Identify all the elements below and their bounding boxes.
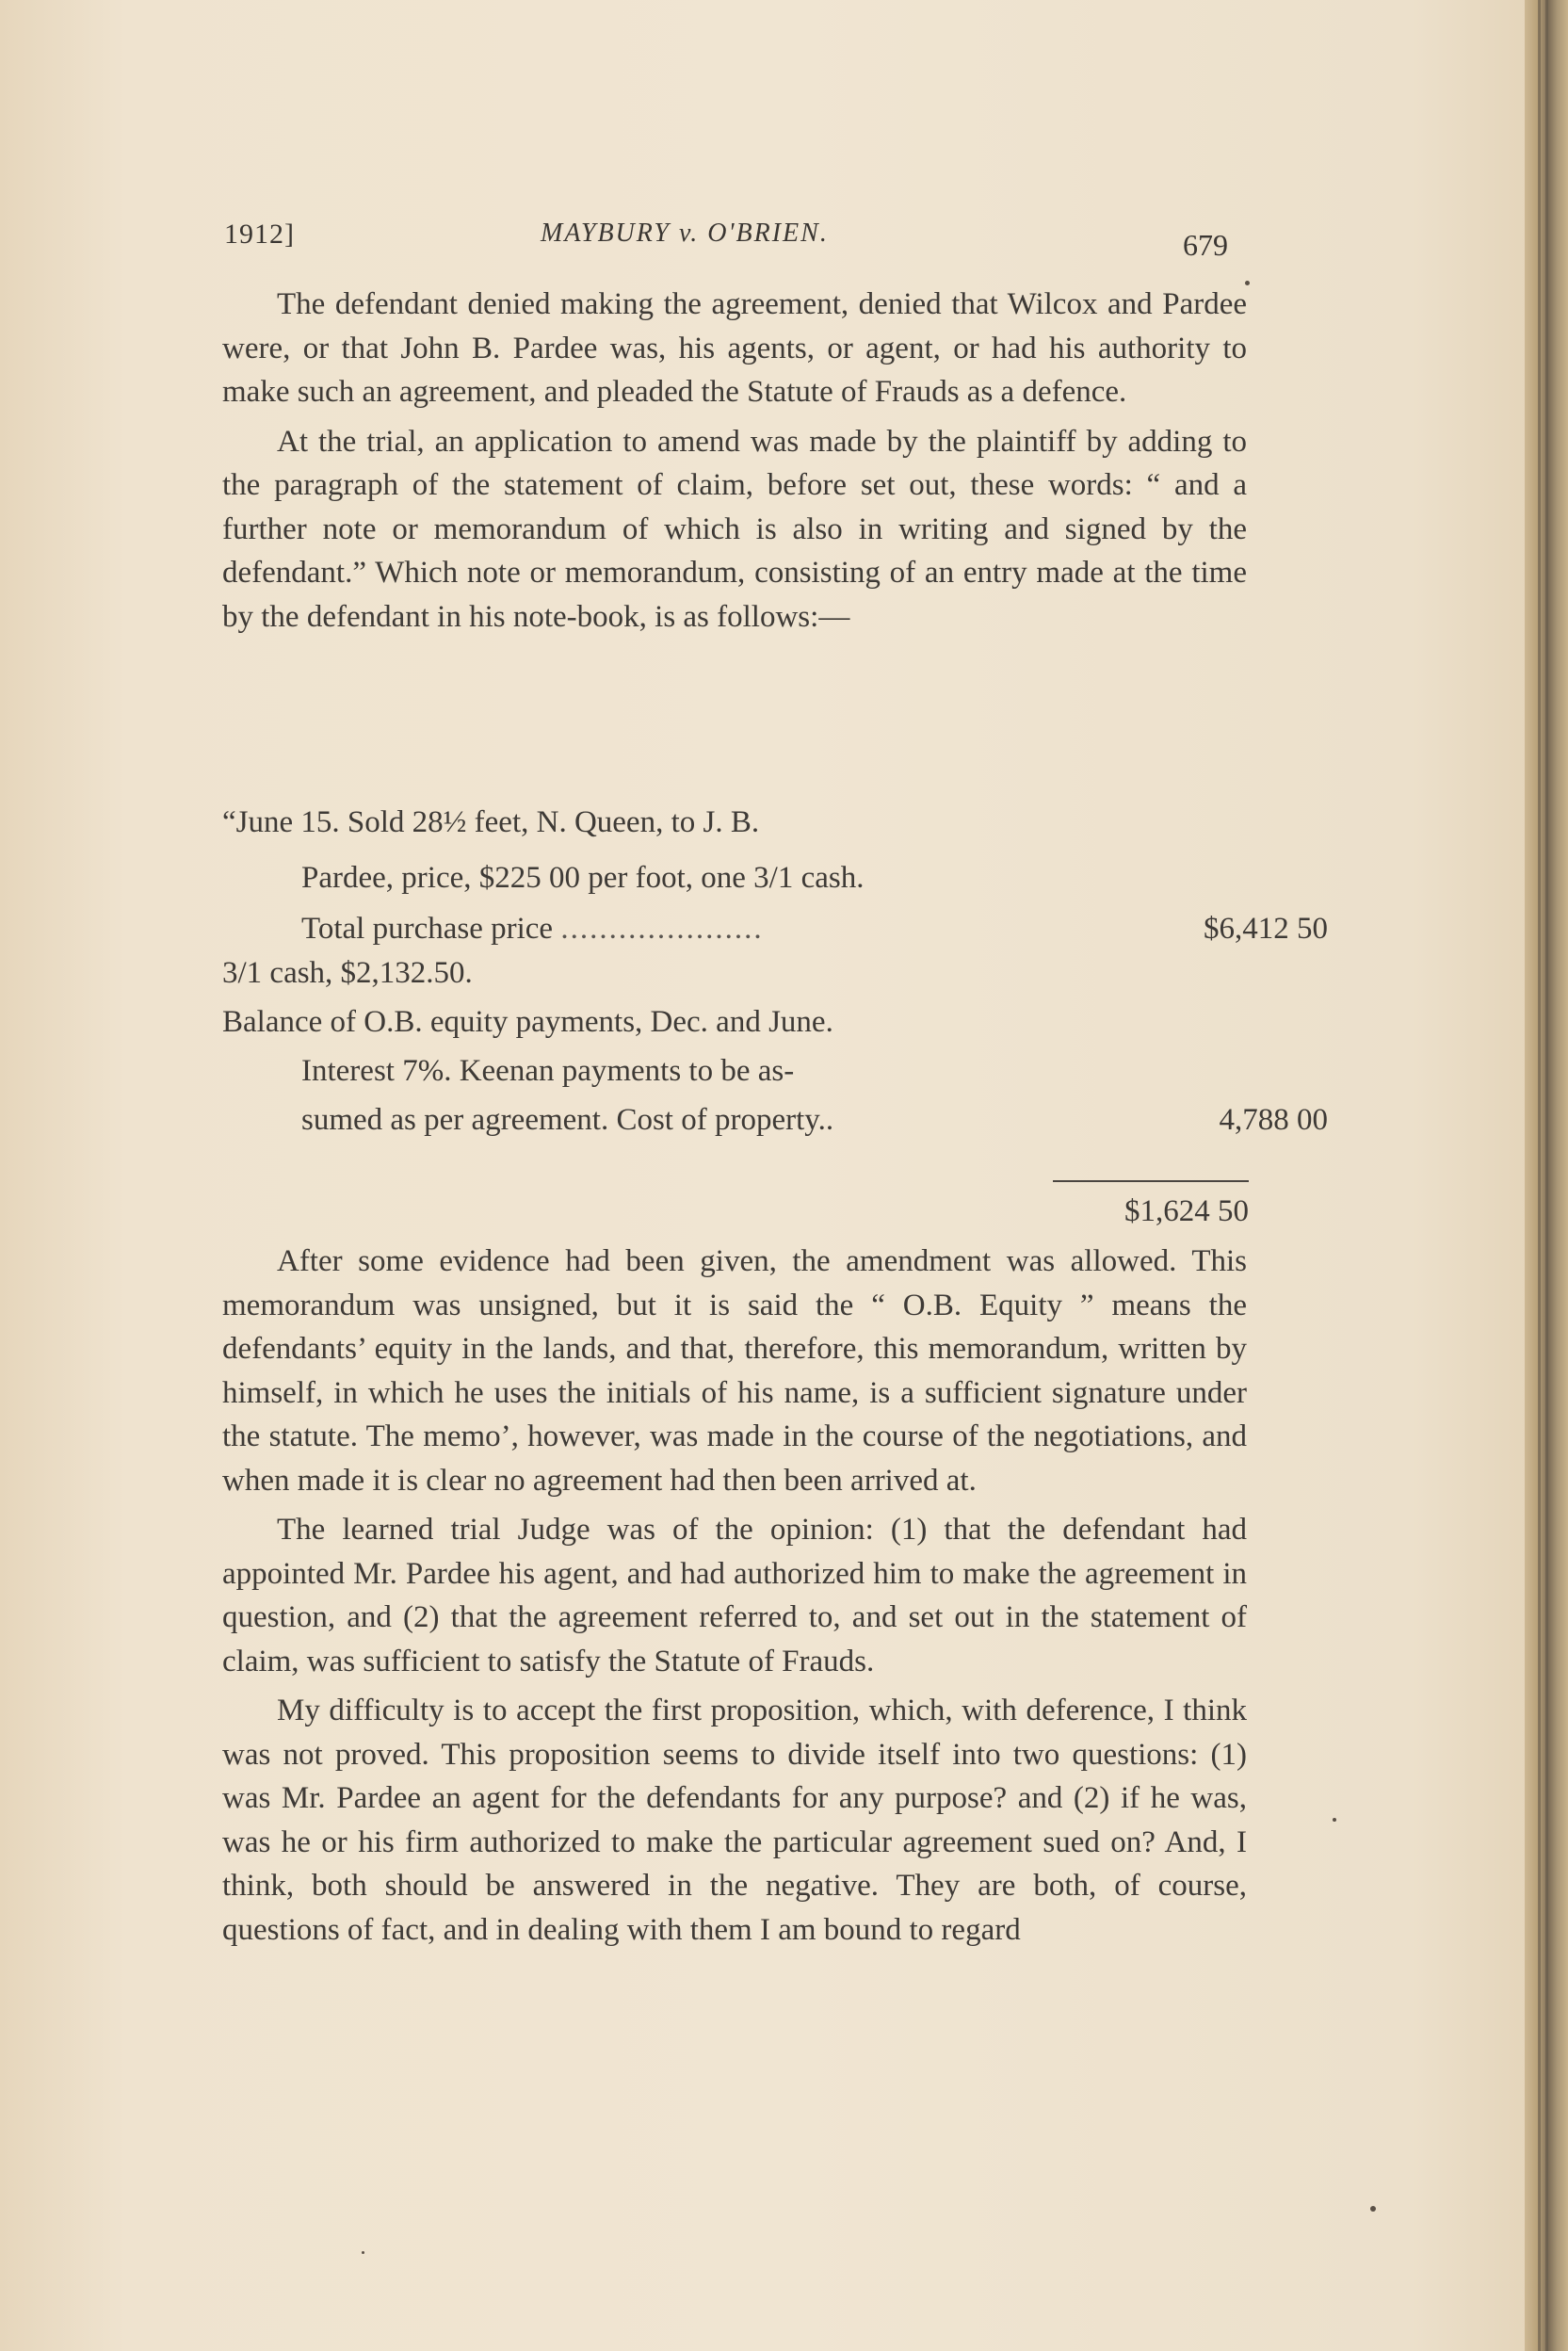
- memo-line: Balance of O.B. equity payments, Dec. and June.: [222, 1005, 833, 1039]
- page-number: 679: [1183, 228, 1228, 262]
- paragraph: After some evidence had been given, the amendment was allowed. This memorandum was unsigned, but it is said the “ O.B. Equity ” means the defendants’ equity in the lands, and that, therefore, this memorandum, written by himself, in which he uses the initials of his name, is a sufficient signature under the statute. The memo’, however, was made in the course of the negotiations, and when made it is clear no agreement had then been arrived at.: [222, 1244, 1247, 1498]
- spine-edge-line: [1538, 0, 1541, 2351]
- memo-total-line: [222, 1194, 1249, 1238]
- header-case-title: MAYBURY v. O'BRIEN.: [541, 219, 829, 248]
- memo-line: [222, 912, 1328, 955]
- memo-line: “June 15. Sold 28½ feet, N. Queen, to J. B.: [222, 805, 760, 839]
- ink-speck: [1333, 1818, 1336, 1822]
- running-header: [224, 219, 1260, 262]
- memo-total: $1,624 50: [1124, 1194, 1249, 1228]
- leader-dots: .....................: [560, 912, 764, 946]
- paragraph: My difficulty is to accept the first proposition, which, with deference, I think was not proved. This proposition seems to divide itself into two questions: (1) was Mr. Pardee an agent for the defendants for any purpose? and (2) if he was, was he or his firm authorized to make the particular agreement sued on? And, I think, both should be answered in the negative. They are both, of course, questions of fact, and in dealing with them I am bound to regard: [222, 1694, 1247, 1947]
- memo-amount: $6,412 50: [1204, 912, 1328, 946]
- memo-label: sumed as per agreement. Cost of property..: [301, 1103, 834, 1137]
- memo-line: [222, 1103, 1328, 1146]
- ink-speck: [1245, 281, 1250, 285]
- spine-edge-line: [1545, 0, 1548, 2351]
- memo-line: Interest 7%. Keenan payments to be as-: [301, 1054, 795, 1088]
- sum-rule: [1053, 1180, 1249, 1182]
- ink-speck: [362, 2251, 364, 2254]
- memo-line: 3/1 cash, $2,132.50.: [222, 956, 473, 990]
- memo-amount: 4,788 00: [1219, 1103, 1328, 1137]
- header-year: 1912]: [224, 219, 295, 250]
- paragraph: At the trial, an application to amend was made by the plaintiff by adding to the paragraph of the statement of claim, before set out, these words: “ and a further note or memorandum of which is also in writing and signed by the defendant.” Which note or memorandum, consisting of an entry made at the time by the defendant in his note-book, is as follows:—: [222, 424, 1247, 634]
- memo-label: Total purchase price: [301, 912, 554, 946]
- body-text-bottom: [222, 1240, 1247, 1952]
- body-text-top: [222, 283, 1247, 639]
- memo-line: Pardee, price, $225 00 per foot, one 3/1 cash.: [301, 861, 865, 895]
- book-spine: [1525, 0, 1568, 2351]
- paragraph: The defendant denied making the agreement, denied that Wilcox and Pardee were, or that John B. Pardee was, his agents, or agent, or had his authority to make such an agreement, and pleaded the Statute of Frauds as a defence.: [222, 287, 1247, 409]
- ink-speck: [1370, 2206, 1376, 2212]
- paragraph: The learned trial Judge was of the opinion: (1) that the defendant had appointed Mr. Pardee his agent, and had authorized him to make the agreement in question, and (2) that the agreement referred to, and set out in the statement of claim, was sufficient to satisfy the Statute of Frauds.: [222, 1513, 1247, 1678]
